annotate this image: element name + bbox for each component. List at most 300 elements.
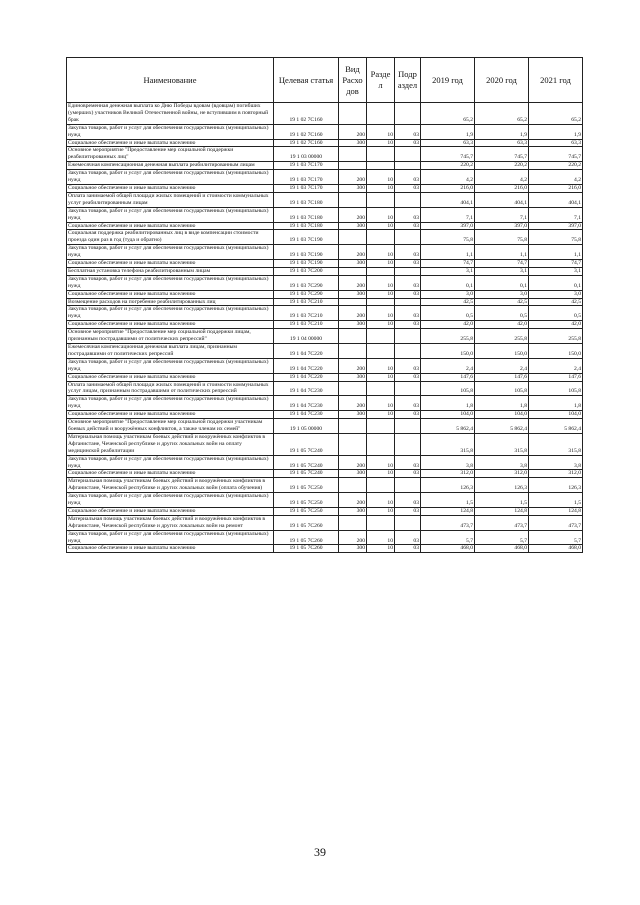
row-2021-cell: 255,8 — [529, 329, 583, 344]
table-row — [67, 124, 583, 139]
row-2020-cell: 5,7 — [475, 530, 529, 545]
row-2019-cell: 65,2 — [421, 103, 475, 125]
row-2021-cell: 75,8 — [529, 230, 583, 245]
row-2020-cell: 3,1 — [475, 267, 529, 275]
row-name-cell: Социальное обеспечение и иные выплаты населению — [67, 321, 274, 329]
row-type-cell: 300 — [339, 184, 367, 192]
row-name-cell: Закупка товаров, работ и услуг для обеспечения государственных (муниципальных) нужд — [67, 245, 274, 260]
row-target-cell: 19 1 02 7С160 — [274, 103, 339, 125]
row-name-cell: Бесплатная установка телефона реабилитированным лицам — [67, 267, 274, 275]
table-row — [67, 230, 583, 245]
row-name-cell: Социальное обеспечение и иные выплаты населению — [67, 139, 274, 147]
row-type-cell — [339, 381, 367, 396]
row-2019-cell: 473,7 — [421, 515, 475, 530]
row-2019-cell: 75,8 — [421, 230, 475, 245]
row-target-cell: 19 1 03 7С180 — [274, 192, 339, 207]
row-2021-cell: 397,0 — [529, 222, 583, 230]
row-2019-cell: 104,0 — [421, 411, 475, 419]
row-subsection-cell — [395, 192, 421, 207]
row-2019-cell: 63,3 — [421, 139, 475, 147]
table-row — [67, 470, 583, 478]
row-2021-cell: 124,8 — [529, 507, 583, 515]
row-2019-cell: 312,0 — [421, 470, 475, 478]
row-2020-cell: 1,1 — [475, 245, 529, 260]
row-2019-cell: 255,8 — [421, 329, 475, 344]
row-type-cell: 300 — [339, 222, 367, 230]
row-2021-cell: 1,1 — [529, 245, 583, 260]
table-row — [67, 290, 583, 298]
header-2021: 2021 год — [529, 58, 583, 103]
row-2019-cell: 4,2 — [421, 170, 475, 185]
row-subsection-cell: 03 — [395, 411, 421, 419]
row-type-cell: 200 — [339, 245, 367, 260]
header-expense-type: Вид Расхо дов — [339, 58, 367, 103]
row-name-cell: Социальное обеспечение и иные выплаты населению — [67, 507, 274, 515]
row-type-cell — [339, 433, 367, 455]
table-row — [67, 419, 583, 434]
row-2020-cell: 220,2 — [475, 162, 529, 170]
row-2019-cell: 147,6 — [421, 373, 475, 381]
table-row — [67, 545, 583, 553]
row-2019-cell: 42,0 — [421, 321, 475, 329]
row-2019-cell: 105,8 — [421, 381, 475, 396]
row-2021-cell: 745,7 — [529, 147, 583, 162]
row-type-cell — [339, 192, 367, 207]
table-row — [67, 321, 583, 329]
table-row — [67, 493, 583, 508]
row-2019-cell: 74,7 — [421, 260, 475, 268]
row-target-cell: 19 1 05 7С240 — [274, 455, 339, 470]
table-row — [67, 507, 583, 515]
row-target-cell: 19 1 03 7С190 — [274, 260, 339, 268]
row-2019-cell: 126,3 — [421, 478, 475, 493]
row-target-cell: 19 1 05 7С250 — [274, 493, 339, 508]
row-subsection-cell: 03 — [395, 455, 421, 470]
row-name-cell: Оплата занимаемой общей площади жилых помещений и стоимости коммунальных услуг реабилитированным лицам — [67, 192, 274, 207]
row-type-cell: 200 — [339, 493, 367, 508]
row-2021-cell: 1,5 — [529, 493, 583, 508]
row-2021-cell: 150,0 — [529, 344, 583, 359]
row-section-cell: 10 — [367, 530, 395, 545]
row-target-cell: 19 1 03 7С170 — [274, 184, 339, 192]
table-body — [67, 103, 583, 553]
row-2021-cell: 7,1 — [529, 207, 583, 222]
row-2020-cell: 2,4 — [475, 358, 529, 373]
row-subsection-cell: 03 — [395, 222, 421, 230]
row-subsection-cell: 03 — [395, 545, 421, 553]
row-name-cell: Закупка товаров, работ и услуг для обеспечения государственных (муниципальных) нужд — [67, 396, 274, 411]
row-2020-cell: 75,8 — [475, 230, 529, 245]
row-type-cell — [339, 419, 367, 434]
row-section-cell — [367, 419, 395, 434]
row-section-cell: 10 — [367, 275, 395, 290]
row-name-cell: Закупка товаров, работ и услуг для обеспечения государственных (муниципальных) нужд — [67, 170, 274, 185]
row-type-cell: 300 — [339, 545, 367, 553]
row-name-cell: Социальное обеспечение и иные выплаты населению — [67, 184, 274, 192]
row-subsection-cell — [395, 162, 421, 170]
row-2021-cell: 315,8 — [529, 433, 583, 455]
row-2020-cell: 745,7 — [475, 147, 529, 162]
row-2021-cell: 3,0 — [529, 290, 583, 298]
row-type-cell: 300 — [339, 321, 367, 329]
row-type-cell: 300 — [339, 470, 367, 478]
row-target-cell: 19 1 05 7С260 — [274, 530, 339, 545]
row-section-cell — [367, 329, 395, 344]
row-section-cell: 10 — [367, 507, 395, 515]
table-row — [67, 207, 583, 222]
row-target-cell: 19 1 04 00000 — [274, 329, 339, 344]
row-target-cell: 19 1 03 00000 — [274, 147, 339, 162]
row-2021-cell: 1,8 — [529, 396, 583, 411]
row-subsection-cell: 03 — [395, 245, 421, 260]
row-2021-cell: 220,2 — [529, 162, 583, 170]
row-2020-cell: 3,0 — [475, 290, 529, 298]
row-2020-cell: 1,8 — [475, 396, 529, 411]
row-2020-cell: 255,8 — [475, 329, 529, 344]
row-subsection-cell: 03 — [395, 373, 421, 381]
row-section-cell — [367, 515, 395, 530]
row-type-cell — [339, 162, 367, 170]
row-2020-cell: 0,5 — [475, 306, 529, 321]
row-section-cell — [367, 147, 395, 162]
row-target-cell: 19 1 03 7С200 — [274, 267, 339, 275]
row-target-cell: 19 1 05 7С240 — [274, 433, 339, 455]
table-header-row — [67, 58, 583, 103]
row-2021-cell: 473,7 — [529, 515, 583, 530]
row-subsection-cell: 03 — [395, 358, 421, 373]
row-2021-cell: 65,2 — [529, 103, 583, 125]
row-type-cell — [339, 147, 367, 162]
row-2019-cell: 1,1 — [421, 245, 475, 260]
row-name-cell: Социальное обеспечение и иные выплаты населению — [67, 222, 274, 230]
row-type-cell: 200 — [339, 396, 367, 411]
row-type-cell — [339, 267, 367, 275]
row-2020-cell: 5 862,4 — [475, 419, 529, 434]
row-2019-cell: 124,8 — [421, 507, 475, 515]
row-2020-cell: 216,0 — [475, 184, 529, 192]
row-subsection-cell — [395, 419, 421, 434]
row-2020-cell: 147,6 — [475, 373, 529, 381]
row-2020-cell: 315,8 — [475, 433, 529, 455]
row-section-cell — [367, 230, 395, 245]
header-name: Наименование — [67, 58, 274, 103]
row-2019-cell: 468,0 — [421, 545, 475, 553]
row-name-cell: Социальное обеспечение и иные выплаты населению — [67, 260, 274, 268]
row-2021-cell: 147,6 — [529, 373, 583, 381]
row-name-cell: Социальная поддержка реабилитированных лиц в виде компенсации стоимости проезда один раз в год (туда и обратно) — [67, 230, 274, 245]
table-row — [67, 373, 583, 381]
row-2021-cell: 3,8 — [529, 455, 583, 470]
row-type-cell: 300 — [339, 290, 367, 298]
table-row — [67, 267, 583, 275]
row-target-cell: 19 1 02 7С160 — [274, 124, 339, 139]
row-name-cell: Закупка товаров, работ и услуг для обеспечения государственных (муниципальных) нужд — [67, 207, 274, 222]
row-section-cell — [367, 381, 395, 396]
row-subsection-cell — [395, 344, 421, 359]
row-section-cell: 10 — [367, 207, 395, 222]
row-subsection-cell: 03 — [395, 470, 421, 478]
row-subsection-cell: 03 — [395, 260, 421, 268]
row-type-cell: 200 — [339, 455, 367, 470]
row-name-cell: Закупка товаров, работ и услуг для обеспечения государственных (муниципальных) нужд — [67, 455, 274, 470]
row-2021-cell: 42,0 — [529, 321, 583, 329]
row-2020-cell: 0,1 — [475, 275, 529, 290]
row-section-cell — [367, 433, 395, 455]
row-target-cell: 19 1 03 7С170 — [274, 170, 339, 185]
row-name-cell: Закупка товаров, работ и услуг для обеспечения государственных (муниципальных) нужд — [67, 493, 274, 508]
row-2019-cell: 404,1 — [421, 192, 475, 207]
header-2019: 2019 год — [421, 58, 475, 103]
row-2019-cell: 3,0 — [421, 290, 475, 298]
row-type-cell: 200 — [339, 530, 367, 545]
row-section-cell — [367, 192, 395, 207]
header-target-article: Целевая статья — [274, 58, 339, 103]
row-subsection-cell: 03 — [395, 321, 421, 329]
row-section-cell: 10 — [367, 139, 395, 147]
row-2020-cell: 42,5 — [475, 298, 529, 306]
row-target-cell: 19 1 03 7С190 — [274, 230, 339, 245]
page-number: 39 — [314, 845, 326, 859]
row-type-cell — [339, 329, 367, 344]
row-section-cell: 10 — [367, 260, 395, 268]
table-row — [67, 381, 583, 396]
row-section-cell — [367, 103, 395, 125]
table-row — [67, 515, 583, 530]
row-2021-cell: 404,1 — [529, 192, 583, 207]
row-2019-cell: 150,0 — [421, 344, 475, 359]
row-type-cell: 200 — [339, 306, 367, 321]
row-2020-cell: 65,2 — [475, 103, 529, 125]
row-target-cell: 19 1 04 7С230 — [274, 396, 339, 411]
row-subsection-cell: 03 — [395, 396, 421, 411]
row-2020-cell: 63,3 — [475, 139, 529, 147]
row-2020-cell: 126,3 — [475, 478, 529, 493]
row-2019-cell: 1,5 — [421, 493, 475, 508]
row-target-cell: 19 1 05 00000 — [274, 419, 339, 434]
row-subsection-cell: 03 — [395, 184, 421, 192]
row-2019-cell: 397,0 — [421, 222, 475, 230]
row-target-cell: 19 1 03 7С210 — [274, 298, 339, 306]
table-row — [67, 260, 583, 268]
row-2020-cell: 74,7 — [475, 260, 529, 268]
row-name-cell: Социальное обеспечение и иные выплаты населению — [67, 290, 274, 298]
row-section-cell: 10 — [367, 358, 395, 373]
table-row — [67, 411, 583, 419]
row-name-cell: Материальная помощь участникам боевых действий и вооружённых конфликтов в Афганистане, Чеченской республике и других локальных войн на оплату медицинской реабилитации — [67, 433, 274, 455]
row-subsection-cell — [395, 298, 421, 306]
row-target-cell: 19 1 04 7С220 — [274, 344, 339, 359]
row-section-cell — [367, 267, 395, 275]
row-2020-cell: 1,5 — [475, 493, 529, 508]
row-section-cell — [367, 344, 395, 359]
row-2021-cell: 3,1 — [529, 267, 583, 275]
row-2019-cell: 1,8 — [421, 396, 475, 411]
row-target-cell: 19 1 04 7С230 — [274, 411, 339, 419]
row-section-cell: 10 — [367, 170, 395, 185]
row-target-cell: 19 1 04 7С220 — [274, 358, 339, 373]
row-2021-cell: 468,0 — [529, 545, 583, 553]
table-row — [67, 184, 583, 192]
row-2021-cell: 0,5 — [529, 306, 583, 321]
row-type-cell: 200 — [339, 124, 367, 139]
row-target-cell: 19 1 03 7С170 — [274, 162, 339, 170]
row-2021-cell: 0,1 — [529, 275, 583, 290]
row-subsection-cell: 03 — [395, 493, 421, 508]
row-name-cell: Закупка товаров, работ и услуг для обеспечения государственных (муниципальных) нужд — [67, 275, 274, 290]
row-2020-cell: 1,9 — [475, 124, 529, 139]
row-section-cell: 10 — [367, 373, 395, 381]
row-type-cell: 200 — [339, 358, 367, 373]
row-type-cell: 200 — [339, 275, 367, 290]
row-2021-cell: 1,9 — [529, 124, 583, 139]
row-target-cell: 19 1 03 7С290 — [274, 290, 339, 298]
row-subsection-cell — [395, 381, 421, 396]
row-section-cell: 10 — [367, 455, 395, 470]
row-2020-cell: 104,0 — [475, 411, 529, 419]
row-2021-cell: 5,7 — [529, 530, 583, 545]
row-section-cell — [367, 478, 395, 493]
row-2021-cell: 5 862,4 — [529, 419, 583, 434]
row-2019-cell: 0,5 — [421, 306, 475, 321]
table-row — [67, 222, 583, 230]
row-name-cell: Материальная помощь участникам боевых действий и вооружённых конфликтов в Афганистане, Чеченской республике и других локальных войн на ремонт — [67, 515, 274, 530]
table-row — [67, 162, 583, 170]
row-2019-cell: 2,4 — [421, 358, 475, 373]
table-row — [67, 433, 583, 455]
row-2020-cell: 42,0 — [475, 321, 529, 329]
row-subsection-cell — [395, 478, 421, 493]
row-subsection-cell: 03 — [395, 507, 421, 515]
row-2019-cell: 216,0 — [421, 184, 475, 192]
row-type-cell: 300 — [339, 507, 367, 515]
row-name-cell: Закупка товаров, работ и услуг для обеспечения государственных (муниципальных) нужд — [67, 306, 274, 321]
table-row — [67, 139, 583, 147]
row-2019-cell: 5 862,4 — [421, 419, 475, 434]
row-name-cell: Ежемесячная компенсационная денежная выплата реабилитированным лицам — [67, 162, 274, 170]
row-type-cell — [339, 478, 367, 493]
row-2019-cell: 42,5 — [421, 298, 475, 306]
row-2020-cell: 312,0 — [475, 470, 529, 478]
row-2019-cell: 315,8 — [421, 433, 475, 455]
row-target-cell: 19 1 03 7С210 — [274, 321, 339, 329]
row-target-cell: 19 1 02 7С160 — [274, 139, 339, 147]
row-type-cell — [339, 515, 367, 530]
row-2020-cell: 397,0 — [475, 222, 529, 230]
table-row — [67, 306, 583, 321]
row-2020-cell: 473,7 — [475, 515, 529, 530]
row-type-cell — [339, 230, 367, 245]
table-row — [67, 344, 583, 359]
row-target-cell: 19 1 04 7С220 — [274, 373, 339, 381]
row-2021-cell: 312,0 — [529, 470, 583, 478]
row-name-cell: Закупка товаров, работ и услуг для обеспечения государственных (муниципальных) нужд — [67, 530, 274, 545]
row-2021-cell: 4,2 — [529, 170, 583, 185]
row-name-cell: Возмещение расходов на погребение реабилитированных лиц — [67, 298, 274, 306]
table-row — [67, 103, 583, 125]
table-row — [67, 358, 583, 373]
row-section-cell: 10 — [367, 545, 395, 553]
row-section-cell: 10 — [367, 493, 395, 508]
row-subsection-cell — [395, 230, 421, 245]
row-2019-cell: 745,7 — [421, 147, 475, 162]
row-subsection-cell: 03 — [395, 530, 421, 545]
row-subsection-cell — [395, 433, 421, 455]
row-subsection-cell: 03 — [395, 124, 421, 139]
row-subsection-cell: 03 — [395, 290, 421, 298]
header-2020: 2020 год — [475, 58, 529, 103]
row-subsection-cell: 03 — [395, 207, 421, 222]
row-subsection-cell — [395, 515, 421, 530]
table-row — [67, 275, 583, 290]
row-target-cell: 19 1 03 7С290 — [274, 275, 339, 290]
row-target-cell: 19 1 03 7С180 — [274, 222, 339, 230]
row-section-cell: 10 — [367, 321, 395, 329]
row-name-cell: Закупка товаров, работ и услуг для обеспечения государственных (муниципальных) нужд — [67, 124, 274, 139]
table-row — [67, 245, 583, 260]
row-2021-cell: 2,4 — [529, 358, 583, 373]
row-name-cell: Закупка товаров, работ и услуг для обеспечения государственных (муниципальных) нужд — [67, 358, 274, 373]
row-name-cell: Оплата занимаемой общей площади жилых помещений и стоимости коммунальных услуг лицам, признанным пострадавшими от политических репрессий — [67, 381, 274, 396]
budget-table — [66, 57, 583, 553]
row-name-cell: Социальное обеспечение и иные выплаты населению — [67, 545, 274, 553]
row-section-cell: 10 — [367, 184, 395, 192]
table-row — [67, 329, 583, 344]
row-2021-cell: 105,8 — [529, 381, 583, 396]
row-2020-cell: 404,1 — [475, 192, 529, 207]
row-2019-cell: 0,1 — [421, 275, 475, 290]
row-target-cell: 19 1 03 7С180 — [274, 207, 339, 222]
row-2020-cell: 7,1 — [475, 207, 529, 222]
row-2021-cell: 74,7 — [529, 260, 583, 268]
row-type-cell — [339, 298, 367, 306]
row-section-cell: 10 — [367, 245, 395, 260]
row-subsection-cell — [395, 103, 421, 125]
row-subsection-cell — [395, 147, 421, 162]
row-2019-cell: 3,8 — [421, 455, 475, 470]
row-type-cell: 300 — [339, 411, 367, 419]
row-section-cell: 10 — [367, 470, 395, 478]
row-type-cell — [339, 103, 367, 125]
row-2021-cell: 63,3 — [529, 139, 583, 147]
row-target-cell: 19 1 05 7С250 — [274, 507, 339, 515]
row-2021-cell: 126,3 — [529, 478, 583, 493]
row-2020-cell: 124,8 — [475, 507, 529, 515]
row-target-cell: 19 1 05 7С260 — [274, 515, 339, 530]
row-section-cell — [367, 298, 395, 306]
row-name-cell: Основное мероприятие "Предоставление мер социальной поддержки участникам боевых действий и вооружённых конфликтов, а также членам их семей" — [67, 419, 274, 434]
row-section-cell — [367, 162, 395, 170]
row-section-cell: 10 — [367, 124, 395, 139]
row-type-cell: 200 — [339, 207, 367, 222]
row-target-cell: 19 1 05 7С250 — [274, 478, 339, 493]
row-subsection-cell: 03 — [395, 170, 421, 185]
row-section-cell: 10 — [367, 306, 395, 321]
row-target-cell: 19 1 03 7С190 — [274, 245, 339, 260]
row-2020-cell: 105,8 — [475, 381, 529, 396]
row-type-cell: 300 — [339, 139, 367, 147]
header-section: Разде л — [367, 58, 395, 103]
row-2021-cell: 216,0 — [529, 184, 583, 192]
row-2020-cell: 4,2 — [475, 170, 529, 185]
row-2019-cell: 7,1 — [421, 207, 475, 222]
row-2021-cell: 42,5 — [529, 298, 583, 306]
row-section-cell: 10 — [367, 411, 395, 419]
row-subsection-cell — [395, 329, 421, 344]
row-2019-cell: 1,9 — [421, 124, 475, 139]
table-row — [67, 396, 583, 411]
row-name-cell: Единовременная денежная выплата ко Дню Победы вдовам (вдовцам) погибших (умерших) участников Великой Отечественной войны, не вступившим в повторный брак — [67, 103, 274, 125]
row-name-cell: Материальная помощь участникам боевых действий и вооружённых конфликтов в Афганистане, Чеченской республике и других локальных войн (оплата обучения) — [67, 478, 274, 493]
